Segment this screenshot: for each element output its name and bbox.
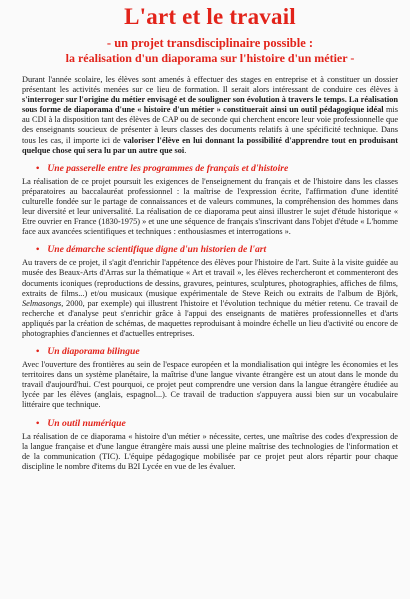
section-heading-1 bbox=[36, 163, 398, 175]
intro-bold-2: valoriser l'élève en lui donnant la possibilité d'apprendre tout en produisant quelque chose qui sera lu par un autre que soi bbox=[22, 135, 399, 155]
section-paragraph-4: La réalisation de ce diaporama « histoire d'un métier » nécessite, certes, une maîtrise des codes d'expression de la langue française et d'une langue étrangère mais aussi une pleine maîtrise des technologies de l'information et de la communication (TIC). L'équipe pédagogique mobilisée par ce projet peut alors répartir pour chaque discipline le nombre d'items du B2I Lycée en vue de les évaluer. bbox=[22, 431, 398, 471]
section-paragraph-3: Avec l'ouverture des frontières au sein de l'espace européen et la mondialisation qui intègre les économies et les territoires dans un système planétaire, la maîtrise d'une langue vivante étrangère est un atout dans le monde du travail d'aujourd'hui. C'est pourquoi, ce projet peut comprendre une version dans la langue étrangère étudiée au lycée par les élèves (anglais, espagnol...). Ce travail de traduction s'appuyera aussi bien sur un vocabulaire littéraire que technique. bbox=[22, 360, 398, 410]
section-heading-4-text: Un outil numérique bbox=[47, 417, 126, 429]
section-heading-3-text: Un diaporama bilingue bbox=[47, 346, 140, 358]
section-heading-3 bbox=[36, 346, 398, 358]
document-subtitle-2: la réalisation d'un diaporama sur l'histoire d'un métier - bbox=[65, 51, 355, 65]
section-paragraph-2 bbox=[22, 258, 398, 339]
document-title: L'art et le travail bbox=[124, 4, 296, 29]
section-2-text-a: Au travers de ce projet, il s'agit d'enrichir l'appétence des élèves pour l'histoire de l'art. Suite à la visite guidée au musée des Beaux-Arts d'Arras sur la thématique « Art et travail », les élèves rechercheront et commenteront des documents iconiques (reproductions de dessins, gravures, peintures, sculptures, photographies, affiches de films, extraits de films...) et/ou musicaux (musique expérimentale de Steve Reich ou extraits de l'album de Björk, bbox=[22, 258, 398, 298]
intro-text-3: . bbox=[184, 145, 187, 155]
section-heading-1-text: Une passerelle entre les programmes de français et d'histoire bbox=[47, 162, 289, 174]
album-title: Selmasongs bbox=[22, 298, 62, 308]
document-subtitle: - un projet transdisciplinaire possible : bbox=[106, 36, 314, 50]
section-heading-4 bbox=[36, 418, 398, 430]
bullet-icon: • bbox=[36, 244, 40, 256]
intro-text-2: mis au CDI à la disposition tant des élèves de CAP ou de seconde qui cherchent encore leur voie professionnelle que des enseignants soucieux de présenter à leurs classes des documents relatifs à une spécificité technique. Dans tous les cas, il importe ici de bbox=[22, 105, 399, 145]
intro-bold-1: s'interroger sur l'origine du métier envisagé et de souligner son évolution à travers le temps. La réalisation sous forme de diaporama d'une « histoire d'un métier » constituerait ainsi un outil pédagogique idéal bbox=[22, 95, 398, 115]
section-2-text-b: , 2000, par exemple) qui illustrent l'histoire et l'évolution technique du métier retenu. Ce travail de recherche et d'analyse peut s'enrichir grâce à l'appui des enseignants de matières professionnelles et d'arts appliqués par la création de schémas, de maquettes reproduisant à moindre échelle un lieu d'activité ou encore de photographies d'anciennes et d'actuelles entreprises. bbox=[22, 298, 398, 338]
section-heading-2 bbox=[36, 244, 398, 256]
intro-paragraph bbox=[22, 75, 398, 156]
bullet-icon: • bbox=[36, 346, 40, 358]
intro-text-1: Durant l'année scolaire, les élèves sont amenés à effectuer des stages en entreprise et à constituer un dossier présentant les activités menées sur ce lieu de formation. Il serait alors intéressant de conduire ces élèves à bbox=[22, 75, 398, 95]
section-paragraph-1: La réalisation de ce projet poursuit les exigences de l'enseignement du français et de l'histoire dans les classes préparatoires au baccalauréat professionnel : la maîtrise de l'expression écrite, l'affirmation d'une identité culturelle fondée sur le partage de connaissances et de valeurs communes, la compréhension des hommes dans leur diversité et leur universalité. La réalisation de ce diaporama peut ainsi illustrer le sujet d'étude historique « Etre ouvrier en France (1830-1975) » et une une séquence de français s'inscrivant dans l'objet d'étude « L'homme face aux avancées scientifiques et techniques : enthousiasmes et interrogations ». bbox=[22, 176, 398, 237]
bullet-icon: • bbox=[36, 417, 40, 429]
section-heading-2-text: Une démarche scientifique digne d'un historien de l'art bbox=[47, 244, 267, 256]
bullet-icon: • bbox=[36, 162, 40, 174]
